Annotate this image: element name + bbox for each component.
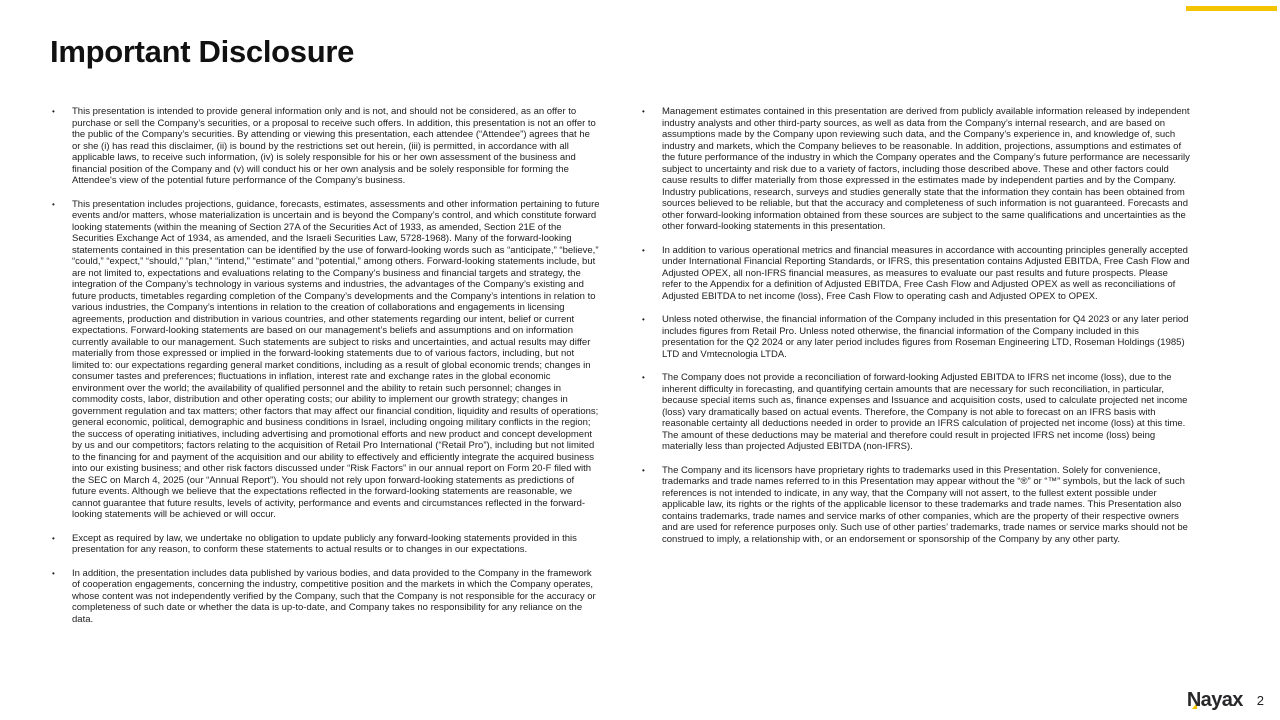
disclosure-paragraph: [50, 199, 600, 521]
left-column: [50, 106, 600, 637]
disclosure-paragraph: [640, 106, 1190, 233]
paragraph-text: The Company and its licensors have proprietary rights to trademarks used in this Presentation. Solely for convenience, trademarks and trade names referred to in this Presentation may appear without the “®” or “™” symbols, but the lack of such references is not intended to indicate, in any way, that the Company will not assert, to the fullest extent possible under applicable law, its rights or the rights of the applicable licensor to these trademarks and trade names. This Presentation also contains trademarks, trade names and service marks of other companies, which are the property of their respective owners and are used for reference purposes only. Such use of other parties’ trademarks, trade names or service marks should not be construed to imply, a relationship with, or an endorsement or sponsorship of the Company by any other party.: [662, 464, 1188, 545]
disclosure-paragraph: [640, 314, 1190, 360]
disclosure-columns: [50, 106, 1190, 637]
nayax-logo: [1187, 688, 1243, 712]
bullet-icon: •: [642, 373, 645, 382]
bullet-icon: •: [642, 465, 645, 475]
paragraph-text: In addition to various operational metrics and financial measures in accordance with accounting principles generally accepted under International Financial Reporting Standards, or IFRS, this presentation contains Adjusted EBITDA, Free Cash Flow and Adjusted OPEX, all non-IFRS financial measures, as measures to evaluate our past results and future prospects. Please refer to the Appendix for a definition of Adjusted EBITDA, Free Cash Flow and Adjusted OPEX as well as reconciliations of Adjusted EBITDA to net income (loss), Free Cash Flow to operating cash and Adjusted OPEX to OPEX.: [662, 244, 1190, 302]
bullet-icon: •: [642, 315, 645, 324]
page-title: Important Disclosure: [50, 34, 355, 69]
paragraph-text: Unless noted otherwise, the financial information of the Company included in this presentation for Q4 2023 or any later period includes figures from Retail Pro. Unless noted otherwise, the financial information of the Company included in this presentation for the Q2 2024 or any later period includes figures from Roseman Engineering LTD, Roseman Holdings (1985) LTD and Vmtecnologia LTDA.: [662, 314, 1189, 360]
bullet-icon: •: [52, 107, 55, 116]
paragraph-text: In addition, the presentation includes data published by various bodies, and data provided to the Company in the framework of cooperation engagements, concerning the industry, competitive position and the markets in which the Company operates, whose content was not independently verified by the Company, such that the Company is not responsible for the accuracy or completeness of such date or whether the data is up-to-date, and Company takes no responsibility for any reliance on the data.: [72, 567, 596, 625]
disclosure-paragraph: [50, 106, 600, 187]
paragraph-text: This presentation is intended to provide general information only and is not, and should not be considered, as an offer to purchase or sell the Company’s securities, or a proposal to receive such offers. In addition, this presentation is not an offer to the public of the Company’s securities. By attending or viewing this presentation, each attendee (“Attendee”) agrees that he or she (i) has read this disclaimer, (ii) is bound by the restrictions set out herein, (iii) is permitted, in accordance with all applicable laws, to receive such information, (iv) is solely responsible for his or her own assessment of the business and financial position of the Company and (v) will conduct his or her own analysis and be solely responsible for forming the Attendee's view of the potential future performance of the Company’s business.: [72, 106, 596, 186]
page-number: 2: [1256, 692, 1264, 708]
paragraph-text: Management estimates contained in this presentation are derived from publicly available information released by independent industry analysts and other third-party sources, as well as data from the Company’s internal research, and are based on assumptions made by the Company upon reviewing such data, and the Company’s experience in, and knowledge of, such industry and markets, which the Company believes to be reasonable. In addition, projections, assumptions and estimates of the future performance of the industry in which the Company operates and the Company’s future performance are necessarily subject to uncertainty and risk due to a variety of factors, including those described above. These and other factors could cause results to differ materially from those expressed in the estimates made by independent parties and by the Company. Industry publications, research, surveys and studies generally state that the information they contain has been obtained from sources believed to be reliable, but that the accuracy and completeness of such information is not guaranteed. Forecasts and other forward-looking information obtained from these sources are subject to the same qualifications and uncertainties as the other forward-looking statements in this presentation.: [662, 106, 1190, 232]
top-right-accent-bar: [1186, 6, 1277, 11]
paragraph-text: Except as required by law, we undertake no obligation to update publicly any forward-looking statements provided in this presentation for any reason, to conform these statements to actual results or to changes in our expectations.: [72, 532, 577, 555]
disclosure-paragraph: [640, 245, 1190, 303]
paragraph-text: This presentation includes projections, guidance, forecasts, estimates, assessments and other information pertaining to future events and/or matters, whose materialization is uncertain and is beyond the Company’s control, and which constitute forward looking statements (within the meaning of Section 27A of the Securities Act of 1933, as amended, Section 21E of the Securities Exchange Act of 1934, as amended, and the Israeli Securities Law, 5728-1968). Many of the forward-looking statements contained in this presentation can be identified by the use of forward-looking words such as “anticipate,” “believe,” “could,” “expect,” “should,” “plan,” “intend,” “estimate” and “potential,” among others. Forward-looking statements include, but are not limited to, expectations and evaluations relating to the Company’s business and financial targets and strategy, the integration of the Company’s technology in various systems and industries, the advantages of the Company’s existing and future products, timetables regarding completion of the Company’s developments and the Company’s intentions in relation to various industries, the Company’s intentions in relation to the creation of collaborations and engagements in licensing agreements, production and distribution in various countries, and other statements regarding our intent, belief or current expectations. Forward-looking statements are based on our management’s beliefs and assumptions and on information currently available to our management. Such statements are subject to risks and uncertainties, and actual results may differ materially from those expressed or implied in the forward-looking statements due to of various factors, including, but not limited to: our expectations regarding general market conditions, including as a result of global economic trends; changes in consumer tastes and preferences; fluctuations in inflation, interest rate and exchange rates in the global economic environment over the world; the availability of qualified personnel and the ability to retain such personnel; changes in commodity costs, labor, distribution and other operating costs; our ability to implement our growth strategy; changes in government regulation and tax matters; other factors that may affect our financial condition, liquidity and results of operations; general economic, political, demographic and business conditions in Israel, including ongoing military conflicts in the region; the success of operating initiatives, including advertising and promotional efforts and new product and concept development by us and our competitors; factors relating to the acquisition of Retail Pro International (“Retail Pro”), including but not limited to the financing for and payment of the acquisition and our ability to effectively and efficiently integrate the acquired business into our existing business; and other risk factors discussed under “Risk Factors” in our annual report on Form 20-F filed with the SEC on March 4, 2025 (our “Annual Report”). You should not rely upon forward-looking statements as predictions of future events. Although we believe that the expectations reflected in the forward-looking statements are reasonable, we cannot guarantee that future results, levels of activity, performance and events and circumstances reflected in the forward-looking statements will be achieved or will occur.: [72, 198, 600, 520]
bullet-icon: •: [642, 245, 645, 255]
disclosure-paragraph: [50, 533, 600, 556]
nayax-logo-text: Nayax: [1186, 689, 1243, 711]
disclosure-paragraph: [50, 568, 600, 626]
slide-footer: [1187, 688, 1264, 712]
bullet-icon: •: [52, 568, 55, 578]
paragraph-text: The Company does not provide a reconciliation of forward-looking Adjusted EBITDA to IFRS net income (loss), due to the inherent difficulty in forecasting, and quantifying certain amounts that are necessary for such reconciliation, in particular, because special items such as, finance expenses and Issuance and acquisition costs, used to calculate projected net income (loss) vary dramatically based on actual events. Therefore, the Company is not able to forecast on an IFRS basis with reasonable certainty all deductions needed in order to provide an IFRS calculation of projected net income (loss) at this time. The amount of these deductions may be material and therefore could result in projected IFRS net income (loss) being materially less than projected Adjusted EBITDA (non-IFRS).: [662, 372, 1188, 452]
right-column: [640, 106, 1190, 637]
bullet-icon: •: [52, 199, 55, 209]
bullet-icon: •: [52, 533, 55, 543]
bullet-icon: •: [642, 107, 645, 116]
disclosure-paragraph: [640, 465, 1190, 546]
disclosure-paragraph: [640, 372, 1190, 453]
